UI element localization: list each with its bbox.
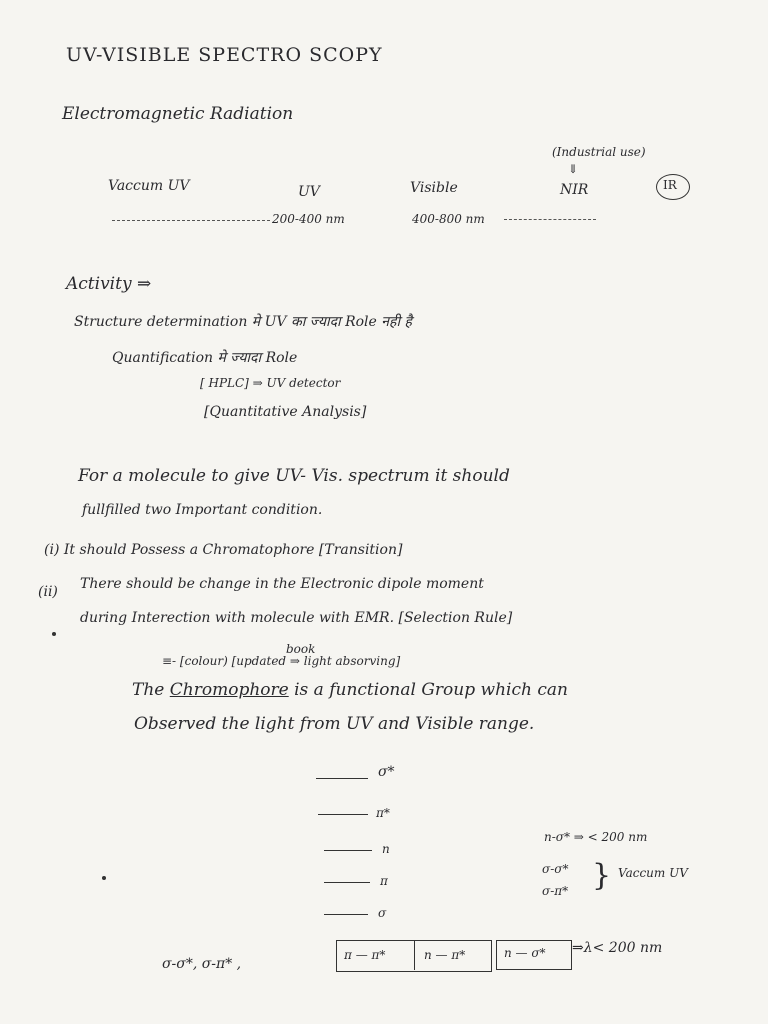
box-divider <box>414 940 415 970</box>
activity-label: Activity ⇒ <box>66 274 152 294</box>
activity-line-3: [ HPLC] ⇒ UV detector <box>200 376 341 390</box>
uv-range: 200-400 nm <box>272 212 345 226</box>
section-heading: Electromagnetic Radiation <box>62 104 294 124</box>
transition-brace: } <box>592 858 612 893</box>
chromophore-underlined-word: Chromophore <box>169 680 289 700</box>
uv-label: UV <box>298 184 320 200</box>
activity-line-4: [Quantitative Analysis] <box>204 404 367 420</box>
condition-item-2a: There should be change in the Electronic dipole moment <box>80 576 484 592</box>
spectrum-dash-left <box>112 220 270 221</box>
industrial-use-note: (Industrial use) <box>552 145 646 159</box>
transition-sigma-pi: σ-π* <box>542 884 569 898</box>
nir-label: NIR <box>560 182 589 198</box>
level-pi-label: π <box>380 874 388 888</box>
level-pi-line <box>324 882 370 883</box>
condition-item-1: (i) It should Possess a Chromatophore [Transition] <box>44 542 403 558</box>
visible-range: 400-800 nm <box>412 212 485 226</box>
vaccum-uv-label: Vaccum UV <box>108 178 190 194</box>
colour-note: ≡- [colour) [updated ⇒ light absorving] <box>162 654 401 668</box>
condition-item-2-number: (ii) <box>38 584 58 600</box>
level-pi-star-label: π* <box>376 806 390 820</box>
condition-line-2: fullfilled two Important condition. <box>82 502 323 518</box>
stray-dot <box>52 632 56 636</box>
box-pi-pi-star: π — π* <box>344 948 386 962</box>
level-sigma-star-line <box>316 778 368 779</box>
box-n-pi-star: n — π* <box>424 948 466 962</box>
spectrum-dash-right <box>504 219 596 220</box>
level-n-label: n <box>382 842 390 856</box>
level-sigma-star-label: σ* <box>378 764 395 780</box>
level-sigma-label: σ <box>378 906 387 920</box>
bottom-result: ⇒λ< 200 nm <box>572 940 663 956</box>
condition-item-2b: during Interection with molecule with EMR. [Selection Rule] <box>80 610 513 626</box>
activity-line-1: Structure determination मे UV का ज्यादा Role नही है <box>74 314 412 330</box>
chromophore-line-2: Observed the light from UV and Visible range. <box>134 714 535 734</box>
bottom-lead: σ-σ*, σ-π* , <box>162 956 242 972</box>
visible-label: Visible <box>410 180 458 196</box>
page-title: UV-VISIBLE SPECTRO SCOPY <box>66 44 383 66</box>
level-pi-star-line <box>318 814 368 815</box>
activity-line-2: Quantification मे ज्यादा Role <box>112 350 298 366</box>
book-note: book <box>286 642 316 656</box>
vaccum-uv-note: Vaccum UV <box>618 866 688 880</box>
level-sigma-line <box>324 914 368 915</box>
chromophore-line-1: The Chromophore is a functional Group which can <box>132 680 568 700</box>
box-n-sigma-star: n — σ* <box>504 946 546 960</box>
condition-line-1: For a molecule to give UV- Vis. spectrum it should <box>78 466 510 486</box>
down-arrow: ⇓ <box>568 162 579 176</box>
transition-n-sigma: n-σ* ⇒ < 200 nm <box>544 830 648 844</box>
level-n-line <box>324 850 372 851</box>
ir-label: IR <box>663 178 677 192</box>
transition-sigma-sigma: σ-σ* <box>542 862 569 876</box>
stray-dot <box>102 876 106 880</box>
